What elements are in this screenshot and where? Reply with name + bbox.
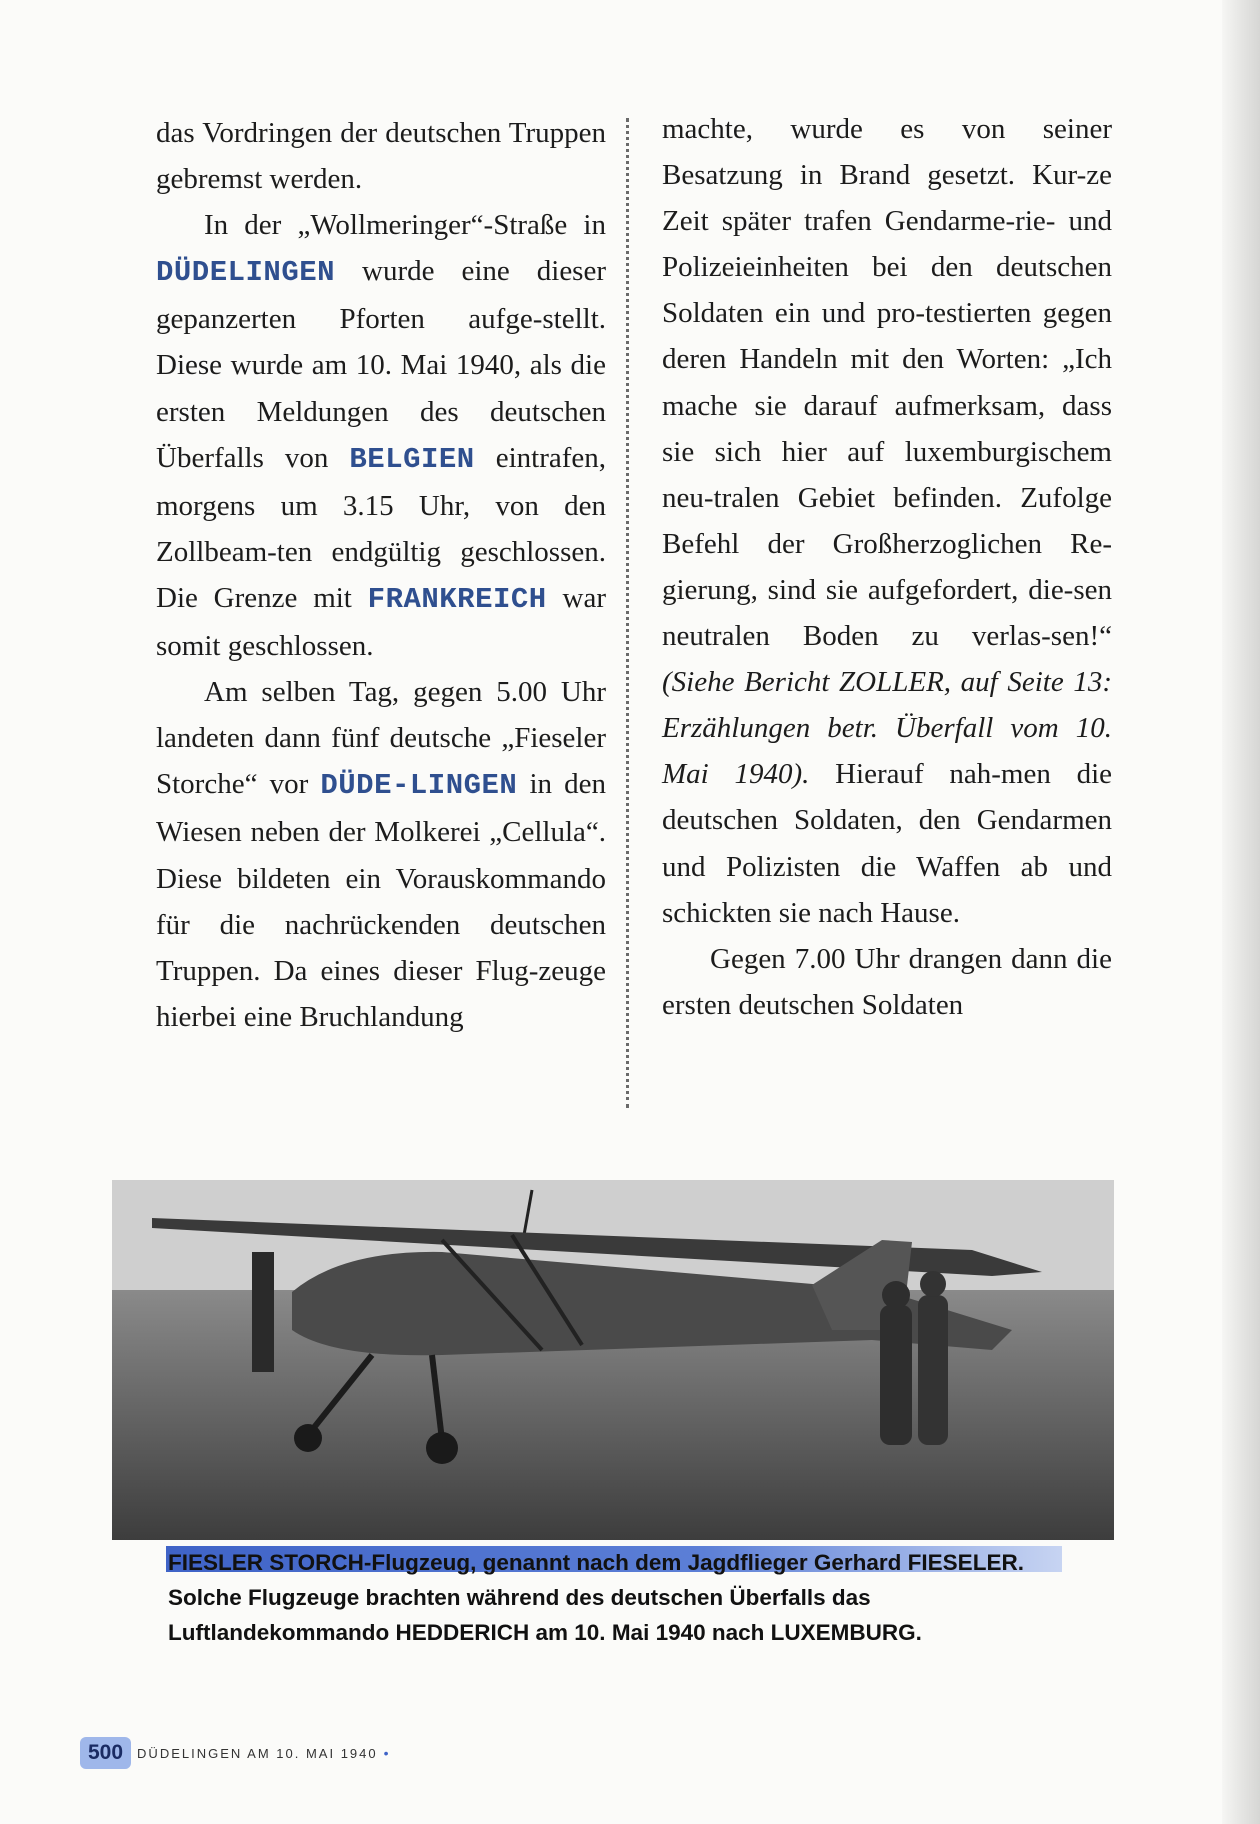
column-divider (626, 118, 629, 1108)
airplane-photo (112, 1180, 1114, 1540)
text-run: In der „Wollmeringer“-Straße in (204, 209, 606, 242)
paragraph: Gegen 7.00 Uhr drangen dann die ersten deutschen Soldaten (662, 942, 1112, 1021)
caption-line: Solche Flugzeuge brachten während des deutschen Überfalls das (168, 1585, 871, 1610)
right-text-column (662, 106, 1112, 1028)
place-name: FRANKREICH (367, 582, 547, 616)
airplane-illustration (112, 1180, 1114, 1540)
place-name: DÜDE-LINGEN (320, 769, 518, 803)
citation: (Siehe Bericht ZOLLER, auf Seite 13: Erzählungen betr. Überfall vom 10. Mai 1940). (662, 666, 1112, 791)
text-run: Am selben Tag, gegen 5.00 Uhr landeten dann fünf deutsche „Fieseler Storche“ vor (156, 676, 606, 801)
bullet-dot-icon: • (383, 1745, 389, 1761)
text-run: Hierauf nah-men die deutschen Soldaten, den Gendarmen und Polizisten die Waffen ab und schickten sie nach Hause. (662, 758, 1112, 929)
text-run: wurde eine dieser gepanzerten Pforten aufge-stellt. Diese wurde am 10. Mai 1940, als die ersten Meldungen des deutschen Überfalls von (156, 255, 606, 474)
photo-caption (168, 1545, 1108, 1650)
caption-line: FIESLER STORCH-Flugzeug, genannt nach dem Jagdflieger Gerhard FIESELER. (168, 1550, 1024, 1575)
place-name: DÜDELINGEN (156, 256, 336, 290)
paragraph (156, 669, 606, 1040)
page-number: 500 (80, 1737, 131, 1769)
text-run: machte, wurde es von seiner Besatzung in Brand gesetzt. Kur-ze Zeit später trafen Gendarme-rie- und Polizeieinheiten bei den deutschen Soldaten ein und pro-testierten gegen deren Handeln mit den Worten: „Ich mache sie darauf aufmerksam, dass sie sich hier auf luxemburgischem neu-tralen Gebiet befinden. Zufolge Befehl der Großherzoglichen Re-gierung, sind sie aufgefordert, die-sen neutralen Boden zu verlas-sen!“ (662, 113, 1112, 653)
caption-line: Luftlandekommando HEDDERICH am 10. Mai 1940 nach LUXEMBURG. (168, 1620, 922, 1645)
text-run: war somit geschlossen. (156, 581, 606, 663)
text-run: in den Wiesen neben der Molkerei „Cellula“. Diese bildeten ein Vorauskommando für die nachrückenden deutschen Truppen. Da eines dieser Flug-zeuge hierbei eine Bruchlandung (156, 768, 606, 1033)
page-footer (80, 1737, 389, 1769)
page-edge-shadow (1222, 0, 1260, 1824)
paragraph (156, 202, 606, 669)
left-text-column (156, 110, 606, 1040)
paragraph (662, 106, 1112, 936)
place-name: BELGIEN (349, 442, 475, 476)
text-run: eintrafen, morgens um 3.15 Uhr, von den Zollbeam-ten endgültig geschlossen. Die Grenze mit (156, 441, 607, 614)
paragraph: das Vordringen der deutschen Truppen gebremst werden. (156, 117, 606, 196)
running-title: DÜDELINGEN AM 10. MAI 1940 (137, 1745, 378, 1761)
